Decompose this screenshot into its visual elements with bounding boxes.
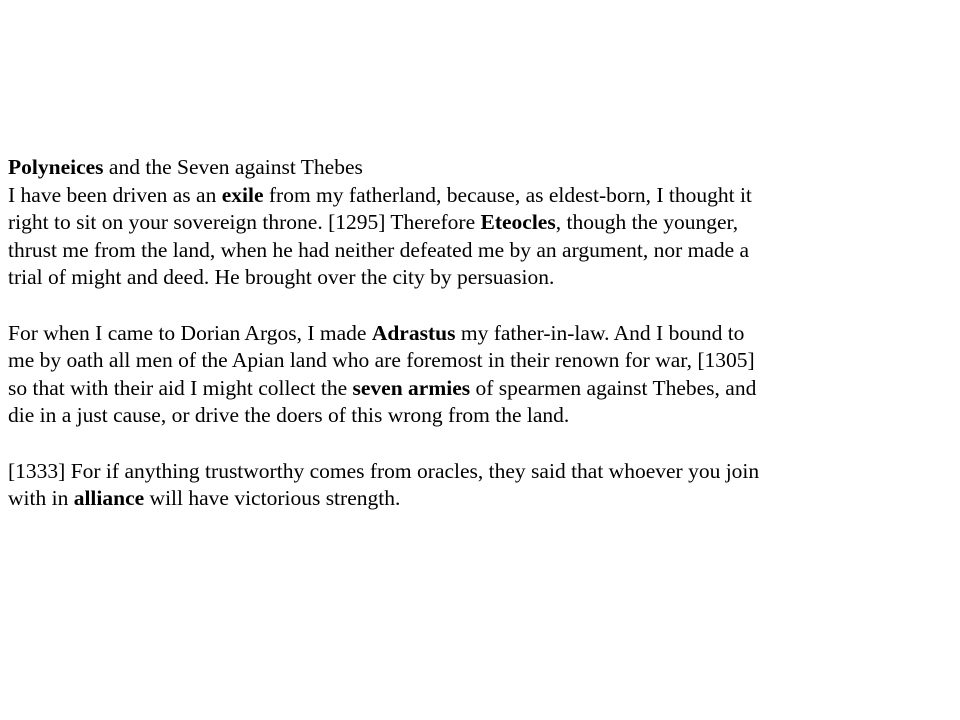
p1-line-1 bbox=[8, 182, 956, 210]
p2-line-4: die in a just cause, or drive the doers of this wrong from the land. bbox=[8, 403, 570, 428]
keyword-alliance: alliance bbox=[73, 486, 145, 511]
p2-line-3 bbox=[8, 375, 956, 403]
paragraph-gap bbox=[8, 292, 956, 320]
p1-text: right to sit on your sovereign throne. [1295] Therefore bbox=[8, 210, 481, 235]
slide-text-body bbox=[8, 154, 956, 513]
p2-line-1 bbox=[8, 320, 956, 348]
keyword-seven-armies: seven armies bbox=[352, 375, 471, 400]
p1-text: from my fatherland, because, as eldest-born, I thought it bbox=[263, 182, 752, 207]
paragraph-3 bbox=[8, 458, 956, 513]
p1-text: I have been driven as an bbox=[8, 182, 222, 207]
title-bold-name: Polyneices bbox=[8, 155, 104, 179]
p2-text: so that with their aid I might collect the bbox=[8, 375, 353, 400]
keyword-exile: exile bbox=[221, 182, 264, 207]
p3-line-2 bbox=[8, 485, 956, 513]
p1-text: , though the younger, bbox=[555, 210, 739, 235]
p1-line-3: thrust me from the land, when he had neither defeated me by an argument, nor made a bbox=[8, 237, 750, 262]
p2-text: of spearmen against Thebes, and bbox=[470, 375, 757, 400]
title-line bbox=[8, 154, 956, 182]
p2-text: For when I came to Dorian Argos, I made bbox=[8, 320, 372, 345]
paragraph-1 bbox=[8, 182, 956, 292]
p3-line-1: [1333] For if anything trustworthy comes from oracles, they said that whoever you join bbox=[8, 458, 760, 483]
p2-line-2: me by oath all men of the Apian land who are foremost in their renown for war, [1305] bbox=[8, 348, 755, 373]
title-rest: and the Seven against Thebes bbox=[103, 155, 363, 179]
paragraph-gap bbox=[8, 430, 956, 458]
paragraph-2 bbox=[8, 320, 956, 430]
p3-text: with in bbox=[8, 486, 74, 511]
p2-text: my father-in-law. And I bound to bbox=[455, 320, 745, 345]
slide-title bbox=[8, 154, 956, 182]
p1-line-2 bbox=[8, 209, 956, 237]
keyword-adrastus: Adrastus bbox=[371, 320, 456, 345]
p1-line-4: trial of might and deed. He brought over the city by persuasion. bbox=[8, 265, 555, 290]
keyword-eteocles: Eteocles bbox=[480, 210, 556, 235]
p3-text: will have victorious strength. bbox=[144, 486, 401, 511]
